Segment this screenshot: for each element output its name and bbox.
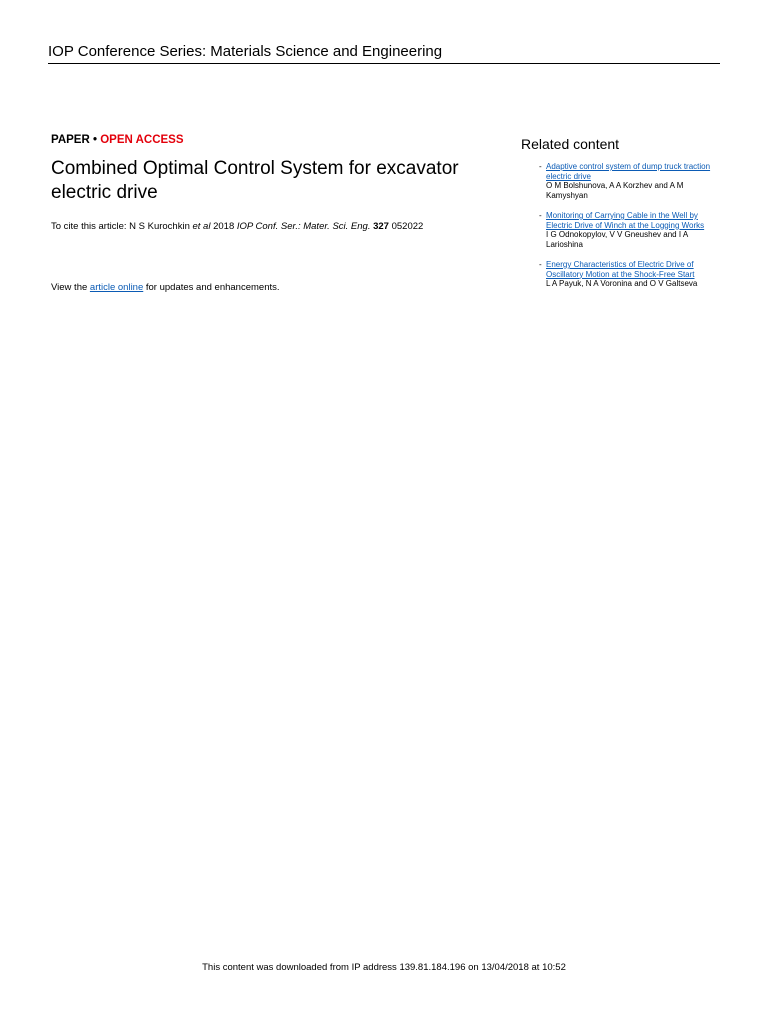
related-item-link[interactable]: Energy Characteristics of Electric Drive of Oscillatory Motion at the Shock-Free Start (546, 260, 695, 279)
journal-title: IOP Conference Series: Materials Science and Engineering (48, 43, 443, 60)
related-item-link[interactable]: Adaptive control system of dump truck traction electric drive (546, 162, 711, 181)
cite-journal: IOP Conf. Ser.: Mater. Sci. Eng. (236, 221, 371, 232)
related-item-link[interactable]: Monitoring of Carrying Cable in the Well by Electric Drive of Winch at the Logging Works (546, 211, 705, 230)
related-item-authors: O M Bolshunova, A A Korzhev and A M Kamyshyan (546, 181, 684, 200)
related-content (521, 136, 721, 300)
separator-dot: • (92, 134, 98, 146)
view-suffix: for updates and enhancements. (143, 282, 280, 293)
cite-article: 052022 (388, 221, 424, 232)
paper-info (51, 134, 501, 232)
journal-header (48, 43, 720, 64)
open-access-label: OPEN ACCESS (100, 134, 184, 146)
paper-label: PAPER (51, 134, 90, 146)
citation (51, 221, 501, 232)
paper-type-line (51, 134, 501, 146)
cite-etal: et al (192, 221, 211, 232)
related-item (521, 162, 721, 200)
bullet-dash: - (539, 211, 542, 220)
download-footer: This content was downloaded from IP address 139.81.184.196 on 13/04/2018 at 10:52 (202, 962, 566, 973)
bullet-dash: - (539, 162, 542, 171)
cite-volume: 327 (373, 221, 389, 232)
related-item-authors: L A Payuk, N A Voronina and O V Galtseva (546, 279, 698, 288)
bullet-dash: - (539, 260, 542, 269)
cite-prefix: To cite this article: N S Kurochkin (51, 221, 193, 232)
view-prefix: View the (51, 282, 90, 293)
view-online-line (51, 282, 280, 293)
cite-year: 2018 (210, 221, 237, 232)
paper-title: Combined Optimal Control System for excavator electric drive (51, 158, 459, 203)
related-content-title: Related content (521, 136, 620, 152)
article-online-link[interactable]: article online (89, 282, 144, 293)
related-item (521, 260, 721, 289)
related-item (521, 211, 721, 249)
related-item-authors: I G Odnokopylov, V V Gneushev and I A Larioshina (546, 230, 688, 249)
